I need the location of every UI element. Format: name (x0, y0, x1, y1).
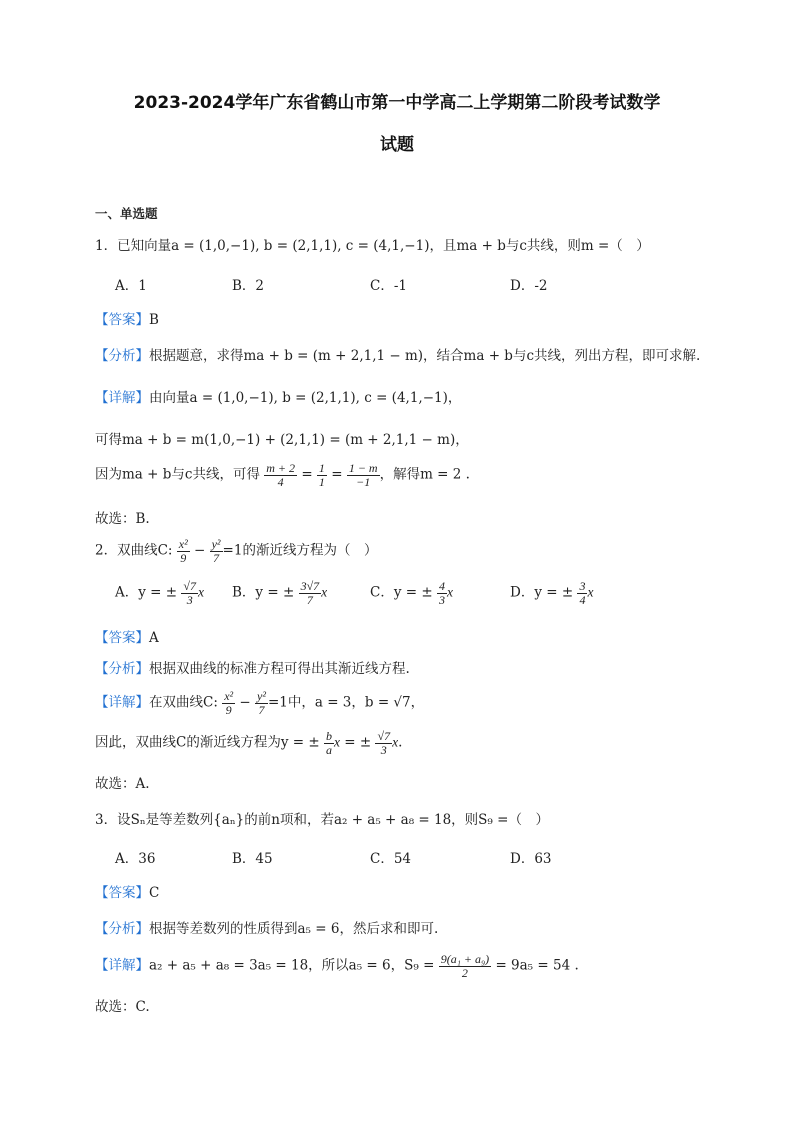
fraction-y2-over-7: $\frac{\text{y²}}{7}$ (211, 537, 221, 565)
q2-option-b: B．y = ± $\frac{3√7}{7}$ x (232, 579, 328, 607)
fraction-x2-over-9: $\frac{\text{x²}}{9}$ (178, 537, 188, 565)
q2-analysis: 根据双曲线的标准方程可得出其渐近线方程. (149, 661, 410, 677)
q2-detail-text3: 因此，双曲线C的渐近线方程为y = ± (95, 734, 320, 751)
q3-detail-text1: a₂ + a₅ + a₈ = 3a₅ = 18，所以a₅ = 6，S₉ = (149, 957, 435, 974)
q3-option-a: A．36 (115, 851, 156, 867)
analysis-tag: 【分析】 (95, 921, 149, 937)
q1-detail-text4: ，解得m = 2 . (379, 466, 470, 483)
q2-detail-line1: 【详解】在双曲线C: $\frac{\text{x²}}{9}$ − $\frac{\text{y²}}{7}$ =1中，a = 3，b = √7， (95, 689, 425, 717)
q1-option-d: D．-2 (510, 278, 548, 294)
q1-detail-line3: 因为ma + b与c共线，可得 $\frac{m + 2}{4}$ = $\frac{1}{1}$ = $\frac{1 - m}{-1}$ ，解得m = 2 . (95, 461, 470, 489)
analysis-tag: 【分析】 (95, 348, 149, 364)
detail-tag: 【详解】 (95, 390, 149, 406)
q1-conclusion: 故选：B. (95, 511, 150, 527)
document-title-line2: 试题 (380, 135, 414, 155)
q1-option-c: C．-1 (370, 278, 407, 294)
q1-answer-line (95, 308, 159, 328)
q3-conclusion: 故选：C. (95, 999, 150, 1015)
analysis-tag: 【分析】 (95, 661, 149, 677)
q3-answer: C (149, 885, 160, 901)
document-title-line1: 2023-2024学年广东省鹤山市第一中学高二上学期第二阶段考试数学 (133, 93, 661, 113)
q2-option-a: A．y = ± $\frac{√7}{3}$ x (115, 579, 204, 607)
q1-analysis-line (95, 344, 700, 364)
q3-detail-text2: = 9a₅ = 54 . (495, 957, 579, 974)
q2-conclusion: 故选：A. (95, 776, 150, 792)
q1-option-a: A．1 (115, 278, 147, 294)
q2-answer-line (95, 626, 159, 646)
q3-option-d: D．63 (510, 851, 552, 867)
q1-detail-text1: 由向量a = (1,0,−1), b = (2,1,1), c = (4,1,−1)， (149, 390, 462, 406)
question-1-stem: 1．已知向量a = (1,0,−1), b = (2,1,1), c = (4,1,−1)，且ma + b与c共线，则m =（ ） (95, 238, 650, 254)
q1-detail-text3: 因为ma + b与c共线，可得 (95, 466, 260, 483)
q2-detail-text1: 在双曲线C: (149, 694, 218, 711)
answer-tag: 【答案】 (95, 312, 149, 328)
detail-tag: 【详解】 (95, 694, 149, 711)
section-heading: 一、单选题 (95, 206, 158, 221)
detail-tag: 【详解】 (95, 957, 149, 974)
q3-option-b: B．45 (232, 851, 273, 867)
answer-tag: 【答案】 (95, 630, 149, 646)
question-2-stem: 2．双曲线C: $\frac{\text{x²}}{9}$ − $\frac{\text{y²}}{7}$ =1的渐近线方程为（ ） (95, 537, 378, 565)
fraction-1-over-1: $\frac{1}{1}$ (318, 461, 325, 489)
q2-answer: A (149, 630, 159, 646)
q1-analysis: 根据题意，求得ma + b = (m + 2,1,1 − m)，结合ma + b与c共线，列出方程，即可求解. (149, 348, 701, 364)
q1-detail-line1 (95, 386, 461, 406)
q1-answer: B (149, 312, 159, 328)
q3-analysis-line (95, 917, 438, 937)
q2-stem-suffix: =1的渐近线方程为（ ） (222, 542, 378, 559)
fraction-1-minus-m-over-neg1: $\frac{1 - m}{-1}$ (348, 461, 378, 489)
answer-tag: 【答案】 (95, 885, 149, 901)
q1-option-b: B．2 (232, 278, 265, 294)
q3-option-c: C．54 (370, 851, 412, 867)
q2-detail-text2: =1中，a = 3，b = √7， (267, 694, 425, 711)
q3-answer-line (95, 881, 159, 901)
q2-stem-prefix: 2．双曲线C: (95, 542, 173, 559)
q3-analysis: 根据等差数列的性质得到a₅ = 6，然后求和即可. (149, 921, 439, 937)
q1-detail-line2: 可得ma + b = m(1,0,−1) + (2,1,1) = (m + 2,1,1 − m)， (95, 432, 469, 448)
fraction-m-plus-2-over-4: $\frac{m + 2}{4}$ (266, 461, 296, 489)
q2-analysis-line (95, 657, 410, 677)
question-3-stem: 3．设Sₙ是等差数列{aₙ}的前n项和，若a₂ + a₅ + a₈ = 18，则S₉ =（ ） (95, 812, 549, 828)
q3-detail-line1 (95, 953, 579, 979)
q2-detail-line2: 因此，双曲线C的渐近线方程为y = ± $\frac{b}{a}$ x = ± $\frac{√7}{3}$ x. (95, 729, 403, 757)
q2-option-c: C．y = ± $\frac{4}{3}$ x (370, 579, 453, 607)
q2-option-d: D．y = ± $\frac{3}{4}$ x (510, 579, 594, 607)
fraction-9-sum-over-2: $\frac{\text{9(a₁ + a₉)}}{2}$ (440, 952, 490, 980)
